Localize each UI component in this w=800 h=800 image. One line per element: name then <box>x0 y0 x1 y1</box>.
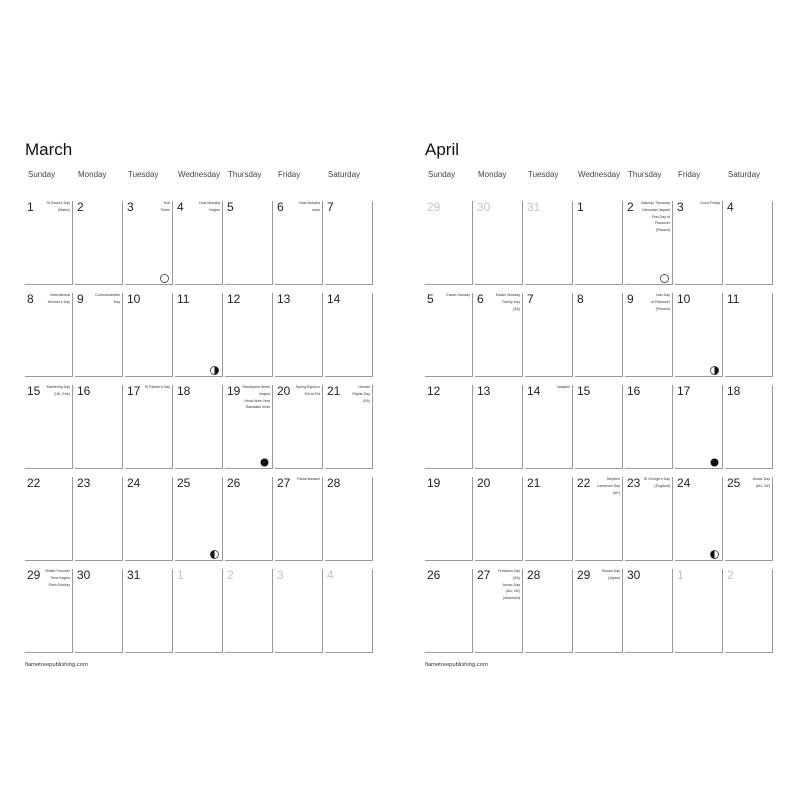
event-label: Showa Day <box>601 569 620 573</box>
day-events <box>284 201 320 215</box>
day-number: 20 <box>277 384 291 398</box>
day-cell[interactable] <box>625 201 673 285</box>
day-cell[interactable] <box>125 293 173 377</box>
day-cell[interactable] <box>225 569 273 653</box>
day-number: 3 <box>127 200 134 214</box>
event-label: Women's Day <box>47 299 70 304</box>
event-label: Anzac Day <box>502 582 520 587</box>
day-cell[interactable] <box>75 293 123 377</box>
day-cell[interactable] <box>425 293 473 377</box>
event-label: Time begins <box>50 575 70 580</box>
event-label: Last Day <box>655 293 670 297</box>
publisher-url[interactable]: flametreepublishing.com <box>25 662 88 668</box>
event-label: St Patrick's Day <box>144 385 170 389</box>
day-cell[interactable] <box>425 201 473 285</box>
weekday-label: Wednesday <box>578 170 621 179</box>
day-cell[interactable] <box>275 293 323 377</box>
event-label: Hindu New Year <box>244 398 270 403</box>
day-cell[interactable] <box>575 569 623 653</box>
day-number: 4 <box>727 200 734 214</box>
day-cell[interactable] <box>575 293 623 377</box>
day-cell[interactable] <box>75 385 123 469</box>
day-events <box>34 293 70 307</box>
day-events <box>284 477 320 484</box>
day-cell[interactable] <box>275 569 323 653</box>
day-number: 1 <box>177 568 184 582</box>
publisher-url[interactable]: flametreepublishing.com <box>425 662 488 668</box>
day-cell[interactable] <box>475 201 523 285</box>
day-number: 15 <box>27 384 41 398</box>
event-label: (AU, NZ) <box>505 589 520 594</box>
day-number: 10 <box>677 292 691 306</box>
day-number: 26 <box>227 476 241 490</box>
event-label: begins <box>209 207 220 212</box>
day-number: 17 <box>127 384 141 398</box>
day-cell[interactable] <box>675 385 723 469</box>
day-number: 28 <box>327 476 341 490</box>
day-number: 23 <box>627 476 641 490</box>
day-cell[interactable] <box>525 569 573 653</box>
event-label: (Pesach) <box>655 306 670 311</box>
event-label: begins <box>259 391 270 396</box>
day-number: 30 <box>627 568 641 582</box>
day-number: 13 <box>277 292 291 306</box>
day-number: 18 <box>177 384 191 398</box>
day-cell[interactable] <box>175 201 223 285</box>
event-label: Freedom Day <box>498 569 520 573</box>
day-cell[interactable] <box>725 477 773 561</box>
event-label: (SA) <box>512 306 520 311</box>
day-number: 29 <box>577 568 591 582</box>
event-label: (SA) <box>512 575 520 580</box>
day-number: 1 <box>677 568 684 582</box>
day-cell[interactable] <box>625 477 673 561</box>
day-number: 5 <box>227 200 234 214</box>
day-cell[interactable] <box>675 201 723 285</box>
day-cell[interactable] <box>175 385 223 469</box>
event-label: (UK) <box>612 490 620 495</box>
event-label: First Day of <box>651 214 670 219</box>
day-events <box>634 477 670 491</box>
day-number: 24 <box>677 476 691 490</box>
weekday-label: Tuesday <box>528 170 559 179</box>
event-label: (AU, NZ) <box>755 483 770 488</box>
day-number: 21 <box>527 476 541 490</box>
day-number: 27 <box>277 476 291 490</box>
day-events <box>234 385 270 412</box>
day-cell[interactable] <box>175 477 223 561</box>
event-label: Easter Sunday <box>446 293 470 297</box>
event-label: Rama Navami <box>297 477 320 481</box>
day-events <box>34 385 70 399</box>
full-moon-icon <box>660 270 669 279</box>
event-label: St George's Day <box>643 477 670 481</box>
event-label: ends <box>312 207 320 212</box>
event-label: Human <box>358 385 370 389</box>
day-number: 22 <box>27 476 41 490</box>
event-label: Lawrence Day <box>597 483 620 488</box>
day-number: 11 <box>177 292 190 306</box>
day-number: 21 <box>327 384 341 398</box>
day-cell[interactable] <box>725 569 773 653</box>
day-cell[interactable] <box>25 385 73 469</box>
day-events <box>684 201 720 208</box>
day-cell[interactable] <box>125 569 173 653</box>
day-number: 19 <box>427 476 441 490</box>
day-events <box>34 201 70 215</box>
event-label: Purim <box>160 207 170 212</box>
day-number: 13 <box>477 384 491 398</box>
day-number: 1 <box>27 200 34 214</box>
day-cell[interactable] <box>675 293 723 377</box>
day-cell[interactable] <box>75 477 123 561</box>
event-label: Ramayana Week <box>242 385 270 389</box>
last-quarter-moon-icon <box>210 362 219 371</box>
event-label: Hola Mohalla <box>299 201 320 205</box>
day-events <box>484 569 520 603</box>
day-cell[interactable] <box>175 569 223 653</box>
day-events <box>84 293 120 307</box>
day-number: 22 <box>577 476 591 490</box>
day-cell[interactable] <box>475 569 523 653</box>
weekday-label: Monday <box>78 170 107 179</box>
last-quarter-moon-icon <box>710 362 719 371</box>
day-cell[interactable] <box>225 385 273 469</box>
weekday-label: Thursday <box>228 170 262 179</box>
day-number: 30 <box>77 568 91 582</box>
weekday-header <box>25 170 375 184</box>
day-number: 6 <box>277 200 284 214</box>
day-number: 7 <box>527 292 534 306</box>
day-events <box>434 293 470 300</box>
day-number: 30 <box>477 200 491 214</box>
day-cell[interactable] <box>525 201 573 285</box>
day-number: 3 <box>677 200 684 214</box>
month-title: April <box>425 140 460 159</box>
day-number: 20 <box>477 476 491 490</box>
day-events <box>734 477 770 491</box>
day-events <box>534 385 570 392</box>
day-cell[interactable] <box>325 293 373 377</box>
day-number: 16 <box>627 384 641 398</box>
day-cell[interactable] <box>525 293 573 377</box>
day-number: 8 <box>577 292 584 306</box>
new-moon-icon <box>260 454 269 463</box>
day-cell[interactable] <box>475 385 523 469</box>
day-number: 29 <box>427 200 441 214</box>
day-number: 2 <box>227 568 234 582</box>
day-number: 12 <box>227 292 241 306</box>
month-title: March <box>25 140 73 159</box>
event-label: (Pesach) <box>655 228 670 233</box>
weekday-label: Sunday <box>428 170 456 179</box>
day-number: 10 <box>127 292 141 306</box>
day-cell[interactable] <box>225 201 273 285</box>
day-cell[interactable] <box>575 477 623 561</box>
day-number: 7 <box>327 200 334 214</box>
day-number: 16 <box>77 384 91 398</box>
weekday-label: Friday <box>678 170 701 179</box>
day-cell[interactable] <box>125 385 173 469</box>
day-events <box>284 385 320 399</box>
day-number: 24 <box>127 476 141 490</box>
day-number: 29 <box>27 568 41 582</box>
event-label: Mothering Day <box>46 385 70 389</box>
day-number: 31 <box>527 200 541 214</box>
event-label: Family Day <box>502 299 520 304</box>
day-cell[interactable] <box>625 293 673 377</box>
day-cell[interactable] <box>25 569 73 653</box>
event-label: Passover <box>655 221 670 226</box>
day-number: 5 <box>427 292 434 306</box>
weekday-label: Monday <box>478 170 507 179</box>
day-cell[interactable] <box>75 569 123 653</box>
event-label: Commonwealth <box>95 293 120 297</box>
day-number: 2 <box>77 200 84 214</box>
day-number: 14 <box>527 384 541 398</box>
day-number: 31 <box>127 568 141 582</box>
event-label: of Passover <box>651 299 670 304</box>
day-events <box>334 385 370 405</box>
day-number: 25 <box>177 476 191 490</box>
day-cell[interactable] <box>25 201 73 285</box>
day-events <box>584 569 620 583</box>
day-cell[interactable] <box>225 293 273 377</box>
weekday-label: Thursday <box>628 170 662 179</box>
day-cell[interactable] <box>675 477 723 561</box>
day-events <box>634 201 670 235</box>
event-label: Palm Sunday <box>48 582 70 587</box>
day-number: 17 <box>677 384 691 398</box>
day-cell[interactable] <box>625 569 673 653</box>
event-label: (Japan) <box>607 575 620 580</box>
day-number: 11 <box>727 292 740 306</box>
day-number: 25 <box>727 476 741 490</box>
day-number: 27 <box>477 568 491 582</box>
event-label: Maundy Thursday <box>641 201 670 205</box>
event-label: St David's Day <box>46 201 70 205</box>
event-label: (SA) <box>362 398 370 403</box>
full-moon-icon <box>160 270 169 279</box>
day-cell[interactable] <box>275 385 323 469</box>
new-moon-icon <box>710 454 719 463</box>
day-cell[interactable] <box>475 477 523 561</box>
day-number: 4 <box>177 200 184 214</box>
day-number: 2 <box>627 200 634 214</box>
weekday-header <box>425 170 775 184</box>
event-label: (observed) <box>502 596 520 601</box>
day-cell[interactable] <box>175 293 223 377</box>
event-label: (England) <box>654 483 670 488</box>
day-number: 23 <box>77 476 91 490</box>
day-number: 9 <box>77 292 84 306</box>
day-cell[interactable] <box>325 477 373 561</box>
day-cell[interactable] <box>25 293 73 377</box>
event-label: Stephen <box>606 477 620 481</box>
day-events <box>134 201 170 215</box>
event-label: Easter Monday <box>495 293 520 297</box>
calendar-page-march <box>25 140 375 680</box>
day-number: 8 <box>27 292 34 306</box>
day-cell[interactable] <box>75 201 123 285</box>
day-events <box>184 201 220 215</box>
day-number: 26 <box>427 568 441 582</box>
calendar-page-april <box>425 140 775 680</box>
day-number: 4 <box>327 568 334 582</box>
weekday-label: Saturday <box>328 170 361 179</box>
day-events <box>634 293 670 313</box>
event-label: Spring Equinox <box>295 385 320 389</box>
day-events <box>584 477 620 497</box>
day-cell[interactable] <box>425 385 473 469</box>
day-cell[interactable] <box>525 477 573 561</box>
day-cell[interactable] <box>225 477 273 561</box>
day-cell[interactable] <box>125 201 173 285</box>
day-cell[interactable] <box>425 569 473 653</box>
event-label: Vaisakhi <box>556 385 570 389</box>
day-number: 18 <box>727 384 741 398</box>
day-cell[interactable] <box>275 477 323 561</box>
day-cell[interactable] <box>325 569 373 653</box>
day-cell[interactable] <box>425 477 473 561</box>
day-cell[interactable] <box>475 293 523 377</box>
event-label: Day <box>113 299 120 304</box>
day-number: 15 <box>577 384 591 398</box>
day-cell[interactable] <box>675 569 723 653</box>
day-number: 14 <box>327 292 341 306</box>
event-label: (Wales) <box>57 207 70 212</box>
day-events <box>134 385 170 392</box>
day-cell[interactable] <box>725 201 773 285</box>
weekday-label: Saturday <box>728 170 761 179</box>
day-events <box>34 569 70 589</box>
weekday-label: Wednesday <box>178 170 221 179</box>
event-label: Hola Mohalla <box>199 201 220 205</box>
first-quarter-moon-icon <box>710 546 719 555</box>
weekday-label: Tuesday <box>128 170 159 179</box>
day-cell[interactable] <box>525 385 573 469</box>
day-number: 19 <box>227 384 241 398</box>
event-label: (UK, Eire) <box>54 391 70 396</box>
event-label: Rights Day <box>352 391 370 396</box>
event-label: British Summer <box>45 569 70 573</box>
event-label: International <box>50 293 70 297</box>
day-number: 12 <box>427 384 441 398</box>
day-cell[interactable] <box>575 385 623 469</box>
day-cell[interactable] <box>725 293 773 377</box>
weekday-label: Friday <box>278 170 301 179</box>
day-number: 28 <box>527 568 541 582</box>
event-label: Hanuman Jayanti <box>642 207 670 212</box>
weekday-label: Sunday <box>28 170 56 179</box>
day-cell[interactable] <box>125 477 173 561</box>
event-label: Holi <box>163 201 170 205</box>
day-number: 3 <box>277 568 284 582</box>
day-number: 6 <box>477 292 484 306</box>
day-cell[interactable] <box>625 385 673 469</box>
day-cell[interactable] <box>575 201 623 285</box>
first-quarter-moon-icon <box>210 546 219 555</box>
event-label: Good Friday <box>700 201 720 205</box>
day-cell[interactable] <box>25 477 73 561</box>
day-cell[interactable] <box>325 201 373 285</box>
event-label: Ramadan ends <box>245 405 270 410</box>
day-cell[interactable] <box>725 385 773 469</box>
day-number: 2 <box>727 568 734 582</box>
event-label: Anzac Day <box>752 477 770 481</box>
event-label: Eid al-Fitr <box>304 391 320 396</box>
day-number: 1 <box>577 200 584 214</box>
day-events <box>484 293 520 313</box>
day-cell[interactable] <box>325 385 373 469</box>
day-number: 9 <box>627 292 634 306</box>
day-cell[interactable] <box>275 201 323 285</box>
